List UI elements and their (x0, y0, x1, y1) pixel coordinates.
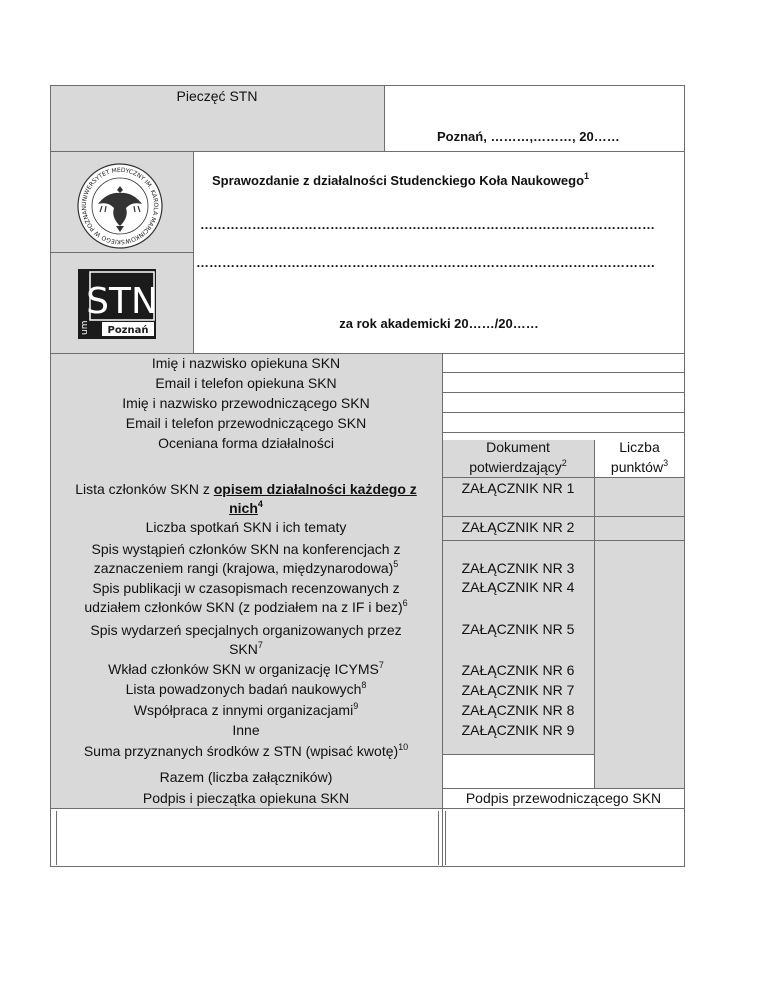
publications-label: Spis publikacji w czasopismach recenzowanych z udziałem członków SKN (z podziałem na z IF i bez)$^6$ (84, 580, 408, 615)
attachment-8: ZAŁĄCZNIK NR 8 (461, 702, 575, 718)
dotted-line-1: …………………………………………………………………………………………… (200, 217, 655, 232)
supervisor-contact-label: Email i telefon opiekuna SKN (155, 375, 337, 391)
chair-signature-label: Podpis przewodniczącego SKN (465, 790, 662, 806)
dotted-line-2: ……………………………………………………………………………………………. (196, 255, 655, 270)
members-list-label: Lista członków SKN z opisem działalności każdego z nich$^4$ (75, 481, 417, 516)
research-label: Lista powadzonych badań naukowych$^8$ (125, 680, 367, 697)
seal-ring-text: UNIWERSYTET MEDYCZNY IM. KAROLA MARCINKOWSKIEGO W POZNAN (80, 166, 160, 246)
conferences-label: Spis wystąpień członków SKN na konferencjach z zaznaczeniem rangi (krajowa, międzynarodowa)$^5$ (91, 541, 401, 576)
attachment-6: ZAŁĄCZNIK NR 6 (461, 662, 575, 678)
attachment-7: ZAŁĄCZNIK NR 7 (461, 682, 575, 698)
attachment-9: ZAŁĄCZNIK NR 9 (461, 722, 575, 738)
stamp-label: Pieczęć STN (176, 88, 258, 104)
stn-logo (78, 269, 156, 339)
funds-label: Suma przyznanych środków z STN (wpisać kwotę)$^{10}$ (83, 742, 409, 759)
activity-form-header: Oceniana forma działalności (158, 435, 334, 451)
meetings-label: Liczba spotkań SKN i ich tematy (145, 519, 347, 535)
academic-year: za rok akademicki 20……/20…… (339, 316, 539, 331)
supervisor-signature-label: Podpis i pieczątka opiekuna SKN (142, 790, 350, 806)
chair-name-label: Imię i nazwisko przewodniczącego SKN (122, 395, 370, 411)
report-title: Sprawozdanie z działalności Studenckiego Koła Naukowego$^1$ (212, 171, 590, 188)
stn-logo-city: Poznań (107, 325, 149, 336)
chair-signature-box[interactable] (445, 811, 683, 865)
place-date-line: Poznań, ………,………, 20…… (437, 129, 620, 144)
attachment-4: ZAŁĄCZNIK NR 4 (461, 579, 575, 595)
attachment-1: ZAŁĄCZNIK NR 1 (461, 480, 575, 496)
supervisor-name-label: Imię i nazwisko opiekuna SKN (151, 355, 341, 371)
document-column-header: Dokument potwierdzający$^2$ (469, 439, 567, 475)
cooperation-label: Współpraca z innymi organizacjami$^9$ (133, 701, 359, 718)
points-column-header: Liczba punktów$^3$ (610, 439, 669, 475)
events-label: Spis wydarzeń specjalnych organizowanych przez SKN$^7$ (90, 622, 402, 657)
icyms-label: Wkład członków SKN w organizację ICYMS$^7$ (108, 660, 384, 677)
supervisor-signature-box[interactable] (56, 811, 439, 865)
attachment-3: ZAŁĄCZNIK NR 3 (461, 560, 575, 576)
attachment-5: ZAŁĄCZNIK NR 5 (461, 621, 575, 637)
total-label: Razem (liczba załączników) (159, 769, 333, 785)
attachment-2: ZAŁĄCZNIK NR 2 (461, 519, 575, 535)
university-seal-logo (76, 162, 164, 250)
other-label: Inne (232, 722, 260, 738)
stn-logo-letters: STN (86, 281, 156, 322)
chair-contact-label: Email i telefon przewodniczącego SKN (125, 415, 367, 431)
stn-logo-um: um (80, 320, 90, 335)
report-form (50, 85, 685, 867)
